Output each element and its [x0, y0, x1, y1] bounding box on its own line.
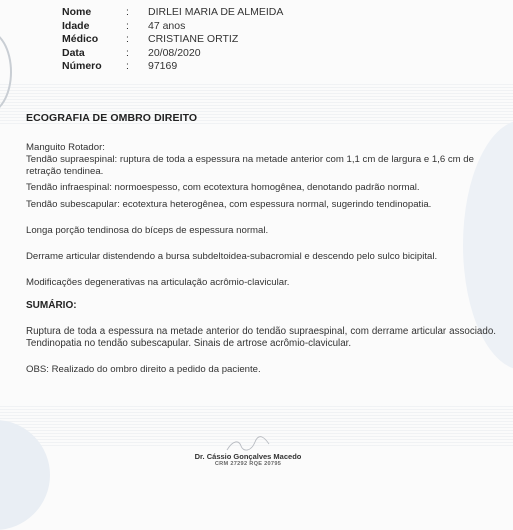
field-label: Nome	[62, 6, 92, 18]
finding-subescapular: Tendão subescapular: ecotextura heterogênea, com espessura normal, sugerindo tendinopatia.	[26, 199, 432, 211]
patient-age-row	[62, 20, 283, 34]
doctor-name: CRISTIANE ORTIZ	[148, 33, 239, 45]
exam-date: 20/08/2020	[148, 46, 201, 59]
finding-biceps: Longa porção tendinosa do bíceps de espessura normal.	[26, 224, 269, 236]
field-label: Médico	[62, 33, 99, 45]
patient-age: 47 anos	[148, 19, 186, 32]
field-label: Idade	[62, 19, 90, 32]
signature-name: Dr. Cássio Gonçalves Macedo	[194, 452, 302, 461]
finding-derrame: Derrame articular distendendo a bursa subdeltoidea-subacromial e descendo pelo sulco bicipital.	[26, 250, 438, 262]
signature-block	[183, 452, 313, 468]
field-separator: :	[126, 19, 129, 32]
signature-crm: CRM 27292 RQE 20795	[214, 461, 282, 467]
field-separator: :	[126, 6, 129, 18]
finding-degenerativas: Modificações degenerativas na articulação acrômio-clavicular.	[26, 276, 290, 288]
summary-text: Ruptura de toda a espessura na metade anterior do tendão supraespinal, com derrame articular associado. Tendinopatia no tendão subescapular. Sinais de artrose acrômio-clavicular.	[26, 326, 496, 350]
field-label: Número	[62, 60, 102, 72]
field-separator: :	[126, 33, 129, 45]
report-body	[26, 142, 496, 376]
section-heading: Manguito Rotador:	[26, 142, 105, 153]
finding-infraespinal: Tendão infraespinal: normoespesso, com ecotextura homogênea, denotando padrão normal.	[26, 182, 420, 194]
doctor-row	[62, 33, 283, 47]
field-separator: :	[126, 46, 129, 59]
number-row	[62, 60, 283, 74]
exam-number: 97169	[148, 60, 178, 72]
patient-name: DIRLEI MARIA DE ALMEIDA	[148, 6, 284, 18]
patient-name-row	[62, 6, 283, 20]
patient-info	[62, 6, 283, 74]
observation: OBS: Realizado do ombro direito a pedido da paciente.	[26, 364, 261, 376]
field-label: Data	[62, 46, 85, 59]
summary-title: SUMÁRIO:	[26, 300, 77, 312]
finding-supraespinal: Tendão supraespinal: ruptura de toda a espessura na metade anterior com 1,1 cm de largura e 1,6 cm de retração tendinea.	[26, 153, 474, 177]
field-separator: :	[126, 60, 129, 72]
date-row	[62, 47, 283, 61]
signature-scribble	[223, 436, 273, 454]
report-title: ECOGRAFIA DE OMBRO DIREITO	[26, 112, 198, 124]
